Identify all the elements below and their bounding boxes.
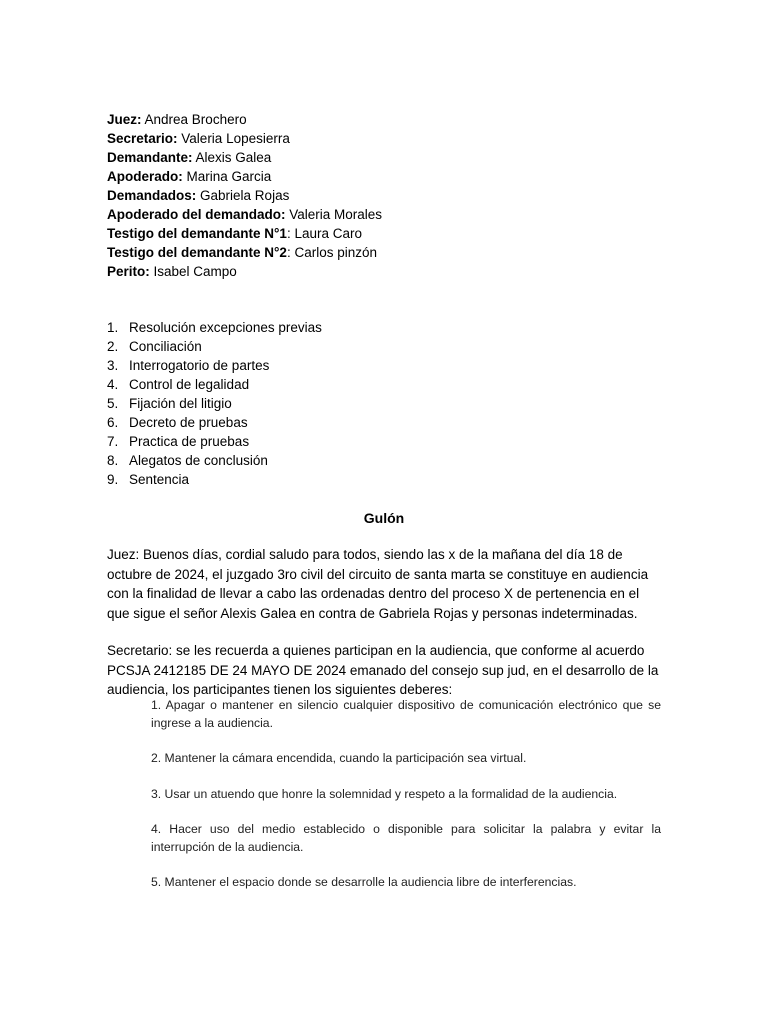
list-item bbox=[107, 318, 322, 337]
role-value: Gabriela Rojas bbox=[196, 188, 290, 203]
role-value: : Carlos pinzón bbox=[286, 245, 377, 260]
duty-item: 1. Apagar o mantener en silencio cualquier dispositivo de comunicación electrónico que se ingrese a la audiencia. bbox=[151, 698, 661, 730]
role-label: Demandante: bbox=[107, 150, 193, 165]
role-value: Alexis Galea bbox=[192, 150, 272, 165]
secretary-paragraph: Secretario: se les recuerda a quienes participan en la audiencia, que conforme al acuerdo PCSJA 2412185 DE 24 MAYO DE 2024 emanado del consejo sup jud, en el desarrollo de la audiencia, los participantes tienen los siguientes deberes: bbox=[107, 643, 659, 697]
list-number: 6. bbox=[107, 415, 119, 430]
role-value: Valeria Morales bbox=[285, 207, 383, 222]
role-label: Juez: bbox=[107, 112, 142, 127]
role-label: Secretario: bbox=[107, 131, 178, 146]
duty-item: 4. Hacer uso del medio establecido o disponible para solicitar la palabra y evitar la interrupción de la audiencia. bbox=[151, 822, 661, 854]
duty-item: 2. Mantener la cámara encendida, cuando la participación sea virtual. bbox=[151, 751, 527, 765]
role-defendants bbox=[107, 186, 382, 205]
list-item bbox=[107, 413, 322, 432]
list-number: 4. bbox=[107, 377, 119, 392]
list-item bbox=[107, 470, 322, 489]
role-plaintiff bbox=[107, 148, 382, 167]
list-number: 7. bbox=[107, 434, 119, 449]
list-text: Practica de pruebas bbox=[129, 434, 250, 449]
role-label: Perito: bbox=[107, 264, 150, 279]
hearing-steps-list bbox=[107, 318, 322, 489]
list-item bbox=[107, 356, 322, 375]
list-item bbox=[107, 394, 322, 413]
role-value: Marina Garcia bbox=[182, 169, 272, 184]
role-label: Demandados: bbox=[107, 188, 197, 203]
list-text: Fijación del litigio bbox=[129, 396, 232, 411]
list-number: 9. bbox=[107, 472, 119, 487]
list-item bbox=[107, 375, 322, 394]
list-text: Conciliación bbox=[129, 339, 202, 354]
roles-list bbox=[107, 110, 382, 281]
list-text: Control de legalidad bbox=[129, 377, 250, 392]
role-expert bbox=[107, 262, 382, 281]
list-text: Interrogatorio de partes bbox=[129, 358, 270, 373]
role-witness-1 bbox=[107, 224, 382, 243]
role-defendant-attorney bbox=[107, 205, 382, 224]
list-item bbox=[107, 432, 322, 451]
role-value: Isabel Campo bbox=[149, 264, 237, 279]
role-judge bbox=[107, 110, 382, 129]
role-attorney bbox=[107, 167, 382, 186]
role-witness-2 bbox=[107, 243, 382, 262]
list-number: 1. bbox=[107, 320, 119, 335]
script-title: Gulón bbox=[363, 510, 405, 526]
duty-item: 5. Mantener el espacio donde se desarrolle la audiencia libre de interferencias. bbox=[151, 875, 577, 889]
role-label: Testigo del demandante N°2 bbox=[107, 245, 287, 260]
role-label: Apoderado: bbox=[107, 169, 183, 184]
role-value: : Laura Caro bbox=[286, 226, 362, 241]
judge-paragraph: Juez: Buenos días, cordial saludo para todos, siendo las x de la mañana del día 18 de octubre de 2024, el juzgado 3ro civil del circuito de santa marta se constituye en audiencia con la finalidad de llevar a cabo las ordenadas dentro del proceso X de pertenencia en el que sigue el señor Alexis Galea en contra de Gabriela Rojas y personas indeterminadas. bbox=[107, 547, 649, 621]
list-number: 3. bbox=[107, 358, 119, 373]
list-number: 2. bbox=[107, 339, 119, 354]
role-value: Valeria Lopesierra bbox=[177, 131, 290, 146]
role-label: Apoderado del demandado: bbox=[107, 207, 286, 222]
role-value: Andrea Brochero bbox=[141, 112, 247, 127]
duties-list bbox=[151, 697, 661, 910]
role-label: Testigo del demandante N°1 bbox=[107, 226, 287, 241]
role-secretary bbox=[107, 129, 382, 148]
list-text: Sentencia bbox=[129, 472, 190, 487]
list-number: 8. bbox=[107, 453, 119, 468]
list-item bbox=[107, 451, 322, 470]
list-text: Resolución excepciones previas bbox=[129, 320, 322, 335]
list-text: Alegatos de conclusión bbox=[129, 453, 268, 468]
list-text: Decreto de pruebas bbox=[129, 415, 248, 430]
list-number: 5. bbox=[107, 396, 119, 411]
list-item bbox=[107, 337, 322, 356]
duty-item: 3. Usar un atuendo que honre la solemnidad y respeto a la formalidad de la audiencia. bbox=[151, 786, 618, 801]
